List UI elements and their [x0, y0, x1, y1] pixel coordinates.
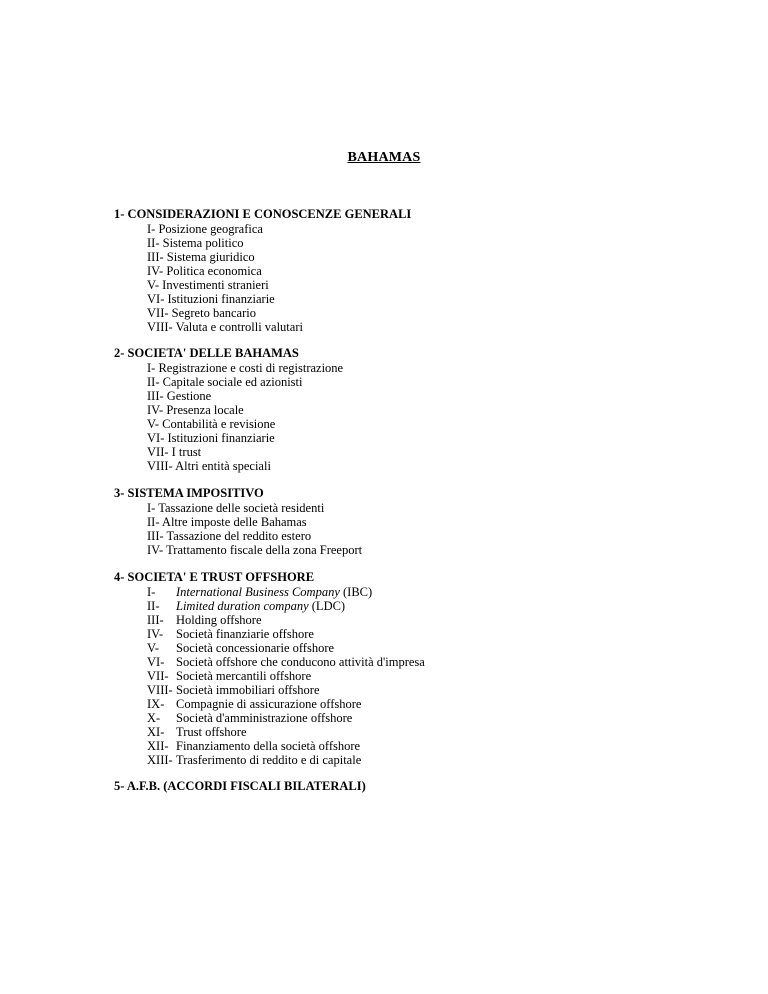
- list-item: I- Tassazione delle società residenti: [147, 501, 325, 515]
- item-numeral: XIII-: [147, 753, 173, 767]
- item-text: Holding offshore: [176, 613, 262, 627]
- list-item: IV- Trattamento fiscale della zona Freeport: [147, 543, 363, 557]
- item-numeral: V-: [147, 641, 160, 655]
- item-numeral: XII-: [147, 739, 169, 753]
- item-numeral: III-: [147, 613, 164, 627]
- item-abbreviation: (IBC): [339, 585, 373, 599]
- list-item: VII- Segreto bancario: [147, 306, 256, 320]
- item-text: Società mercantili offshore: [176, 669, 312, 683]
- list-item: II- Altre imposte delle Bahamas: [147, 515, 307, 529]
- list-item: [147, 585, 425, 599]
- section-1: [114, 206, 411, 334]
- section-items: [147, 585, 425, 767]
- item-text: Società offshore che conducono attività d'impresa: [176, 655, 425, 669]
- list-item: III- Gestione: [147, 389, 212, 403]
- item-text: Società d'amministrazione offshore: [176, 711, 353, 725]
- document-title: BAHAMAS: [347, 150, 421, 165]
- list-item: II- Sistema politico: [147, 236, 244, 250]
- item-numeral: VIII-: [147, 683, 173, 697]
- item-text: International Business Company: [176, 585, 340, 599]
- list-item: II- Capitale sociale ed azionisti: [147, 375, 303, 389]
- list-item: [147, 669, 425, 683]
- section-items: [147, 361, 343, 473]
- list-item: VI- Istituzioni finanziarie: [147, 431, 275, 445]
- list-item: V- Contabilità e revisione: [147, 417, 276, 431]
- list-item: [147, 599, 425, 613]
- section-items: [147, 222, 411, 334]
- item-numeral: IV-: [147, 627, 164, 641]
- section-heading: 5- A.F.B. (ACCORDI FISCALI BILATERALI): [114, 779, 366, 793]
- item-text: Società finanziarie offshore: [176, 627, 314, 641]
- list-item: IV- Presenza locale: [147, 403, 244, 417]
- list-item: I- Registrazione e costi di registrazione: [147, 361, 344, 375]
- item-numeral: IX-: [147, 697, 165, 711]
- item-numeral: X-: [147, 711, 161, 725]
- list-item: IV- Politica economica: [147, 264, 262, 278]
- item-numeral: XI-: [147, 725, 165, 739]
- list-item: [147, 613, 425, 627]
- item-text: Società concessionarie offshore: [176, 641, 335, 655]
- list-item: [147, 641, 425, 655]
- item-numeral: VI-: [147, 655, 165, 669]
- section-heading: 3- SISTEMA IMPOSITIVO: [114, 486, 264, 500]
- section-5: [114, 778, 366, 794]
- list-item: [147, 683, 425, 697]
- list-item: VIII- Valuta e controlli valutari: [147, 320, 303, 334]
- item-text: Finanziamento della società offshore: [176, 739, 361, 753]
- section-4: [114, 569, 425, 767]
- section-heading: 2- SOCIETA' DELLE BAHAMAS: [114, 346, 299, 360]
- section-3: [114, 485, 362, 557]
- section-heading: 4- SOCIETA' E TRUST OFFSHORE: [114, 570, 315, 584]
- section-2: [114, 345, 343, 473]
- item-text: Limited duration company: [176, 599, 309, 613]
- list-item: III- Sistema giuridico: [147, 250, 255, 264]
- list-item: [147, 725, 425, 739]
- item-abbreviation: (LDC): [308, 599, 346, 613]
- list-item: [147, 711, 425, 725]
- item-text: Società immobiliari offshore: [176, 683, 320, 697]
- list-item: VI- Istituzioni finanziarie: [147, 292, 275, 306]
- item-numeral: VII-: [147, 669, 169, 683]
- item-numeral: II-: [147, 599, 160, 613]
- list-item: [147, 697, 425, 711]
- section-items: [147, 501, 362, 557]
- item-numeral: I-: [147, 585, 156, 599]
- list-item: [147, 655, 425, 669]
- list-item: V- Investimenti stranieri: [147, 278, 269, 292]
- list-item: I- Posizione geografica: [147, 222, 263, 236]
- list-item: VII- I trust: [147, 445, 202, 459]
- list-item: [147, 753, 425, 767]
- section-heading: 1- CONSIDERAZIONI E CONOSCENZE GENERALI: [114, 207, 412, 221]
- list-item: III- Tassazione del reddito estero: [147, 529, 312, 543]
- item-text: Compagnie di assicurazione offshore: [176, 697, 362, 711]
- item-text: Trust offshore: [176, 725, 247, 739]
- item-text: Trasferimento di reddito e di capitale: [176, 753, 362, 767]
- list-item: [147, 627, 425, 641]
- list-item: [147, 739, 425, 753]
- list-item: VIII- Altri entità speciali: [147, 459, 271, 473]
